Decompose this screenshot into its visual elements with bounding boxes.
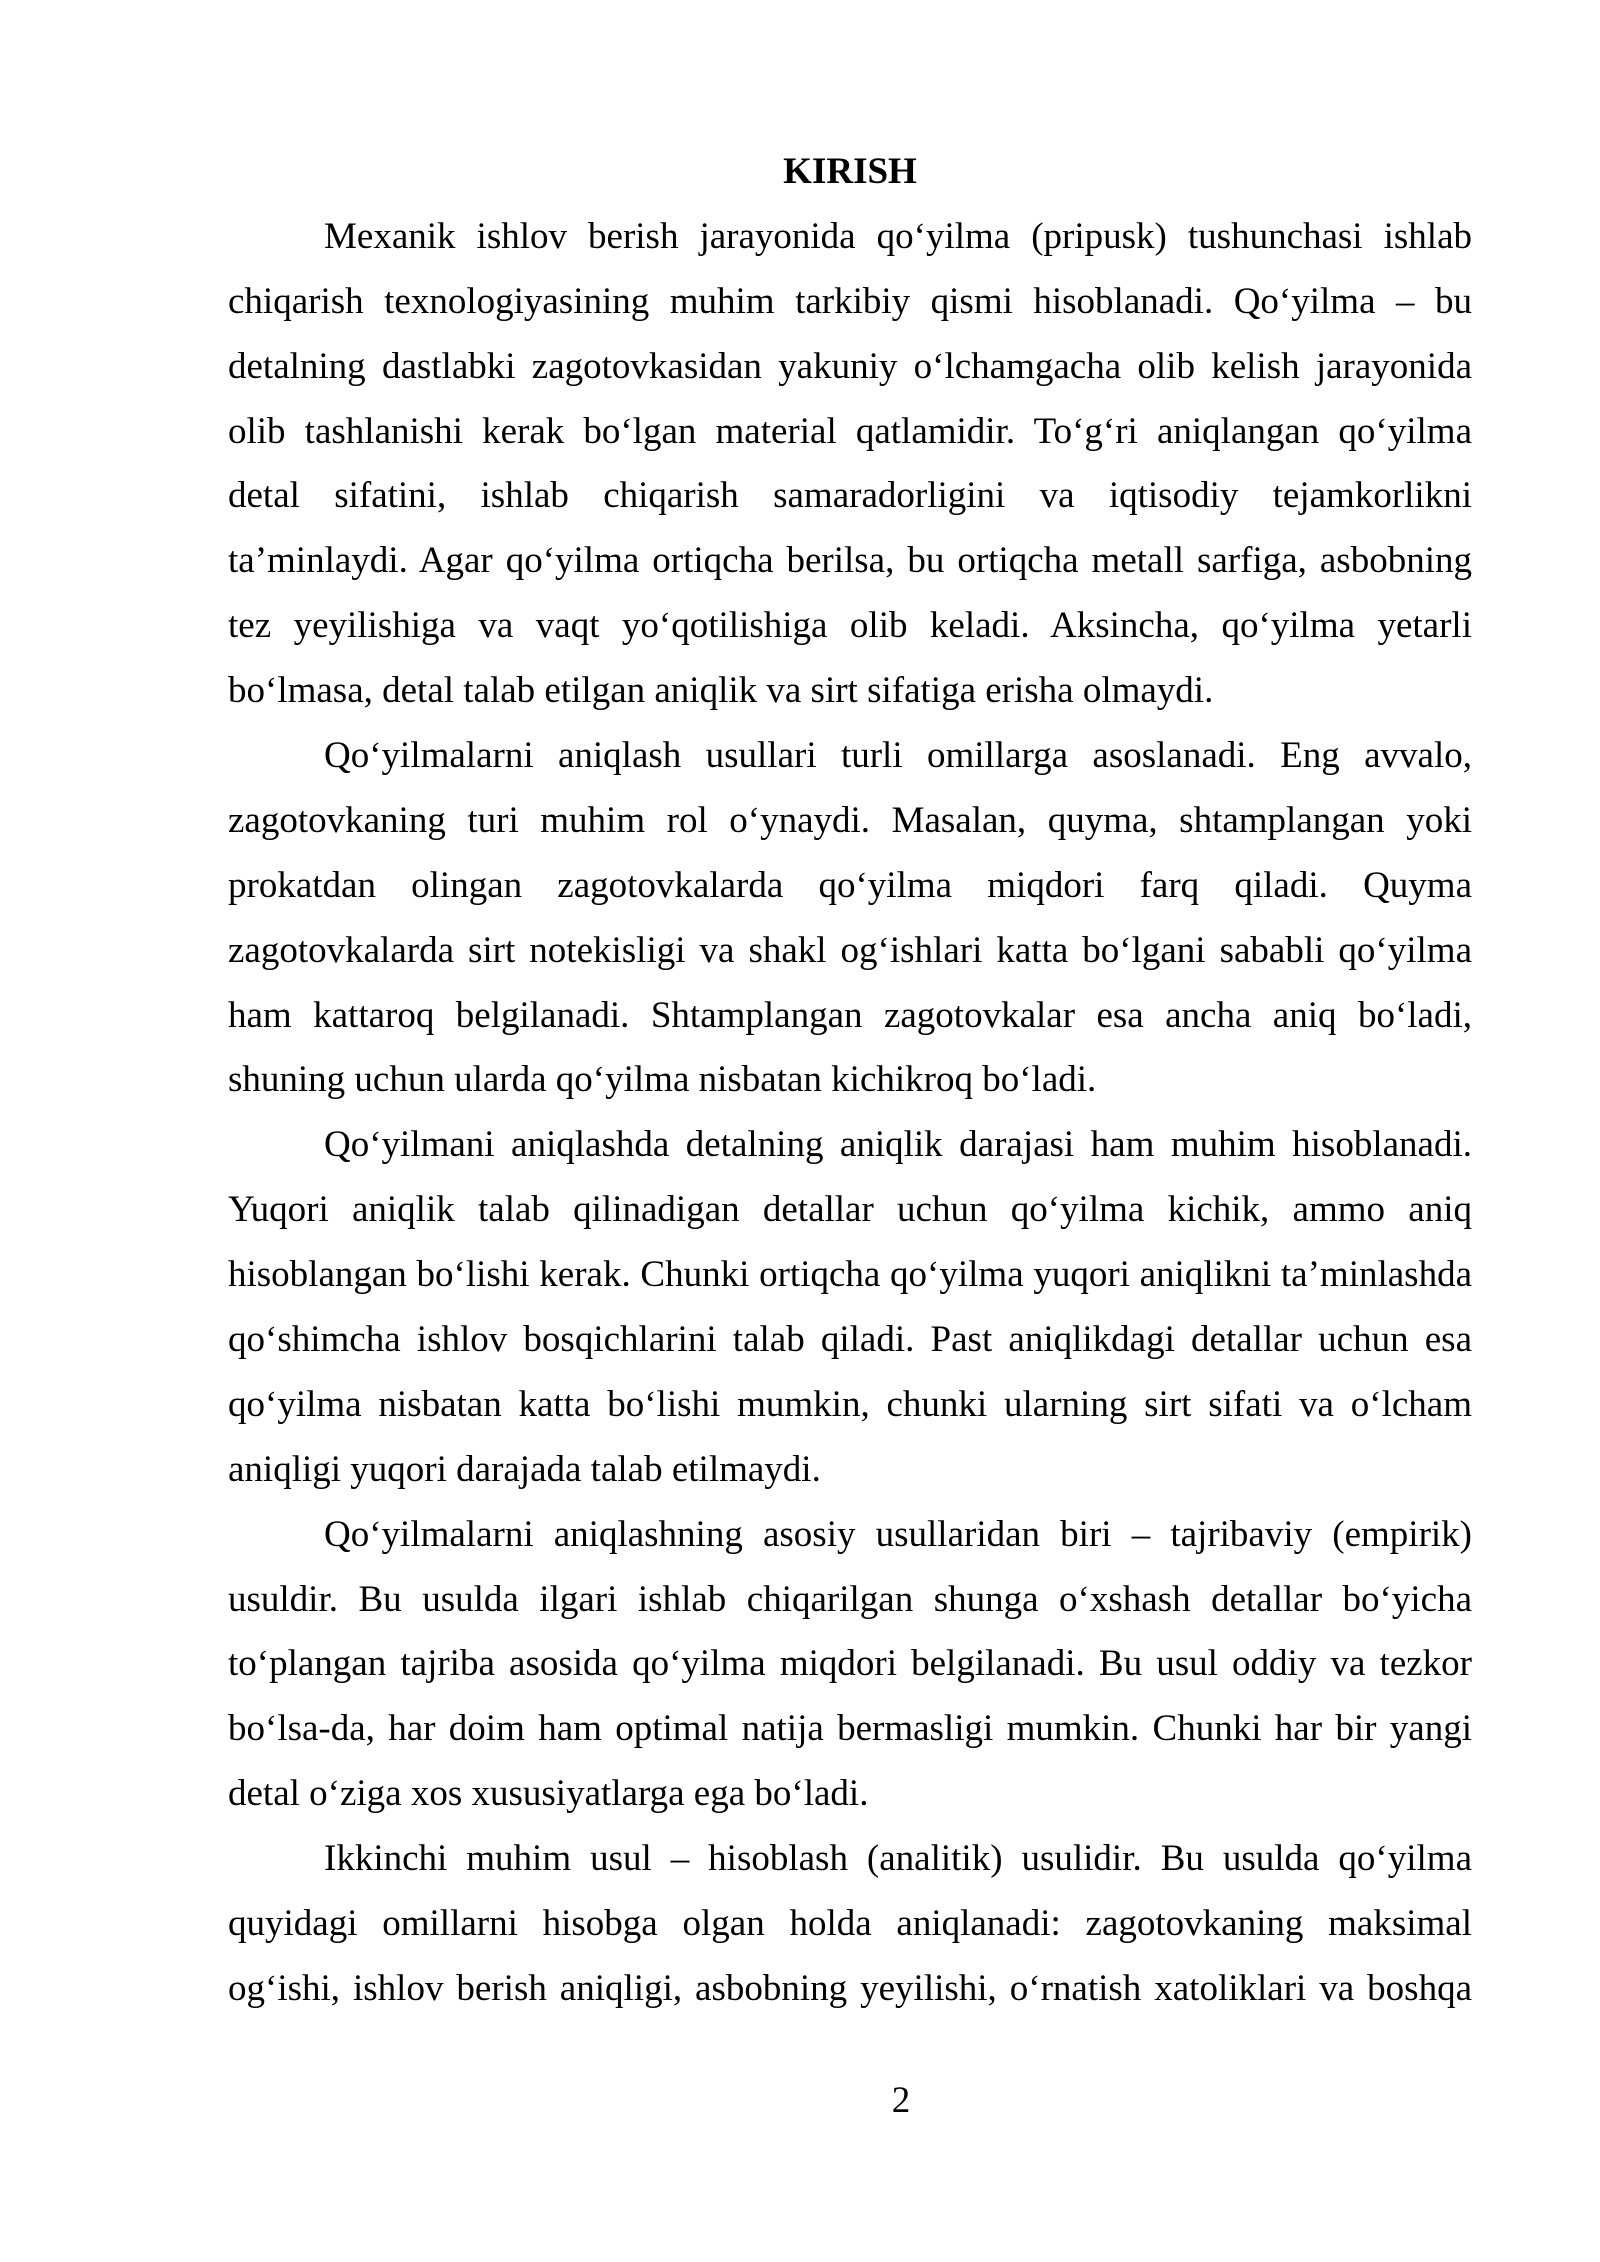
text-line: og‘ishi, ishlov berish aniqligi, asbobning yeyilishi, o‘rnatish xatoliklari va boshqa <box>228 1967 1472 2009</box>
paragraph <box>228 1113 1472 1502</box>
text-line: chiqarish texnologiyasining muhim tarkibiy qismi hisoblanadi. Qo‘yilma – bu <box>228 280 1472 322</box>
text-line: zagotovkalarda sirt notekisligi va shakl og‘ishlari katta bo‘lgani sababli qo‘yilma <box>228 929 1472 971</box>
text-line: Ikkinchi muhim usul – hisoblash (analitik) usulidir. Bu usulda qo‘yilma <box>324 1838 1472 1880</box>
text-line: to‘plangan tajriba asosida qo‘yilma miqdori belgilanadi. Bu usul oddiy va tezkor <box>228 1643 1472 1685</box>
page-body <box>228 140 1472 2022</box>
paragraph <box>228 205 1472 724</box>
text-line: quyidagi omillarni hisobga olgan holda aniqlanadi: zagotovkaning maksimal <box>228 1903 1472 1945</box>
text-line: detalning dastlabki zagotovkasidan yakuniy o‘lchamgacha olib kelish jarayonida <box>228 345 1472 387</box>
text-line: ham kattaroq belgilanadi. Shtamplangan zagotovkalar esa ancha aniq bo‘ladi, <box>228 994 1472 1036</box>
text-line: Qo‘yilmani aniqlashda detalning aniqlik darajasi ham muhim hisoblanadi. <box>324 1124 1472 1166</box>
text-line: qo‘yilma nisbatan katta bo‘lishi mumkin, chunki ularning sirt sifati va o‘lcham <box>228 1383 1472 1425</box>
section-title: KIRISH <box>783 151 917 192</box>
text-line: zagotovkaning turi muhim rol o‘ynaydi. Masalan, quyma, shtamplangan yoki <box>228 799 1472 841</box>
text-line: ta’minlaydi. Agar qo‘yilma ortiqcha berilsa, bu ortiqcha metall sarfiga, asbobning <box>228 540 1472 582</box>
text-line: bo‘lsa-da, har doim ham optimal natija bermasligi mumkin. Chunki har bir yangi <box>228 1708 1472 1750</box>
text-line: qo‘shimcha ishlov bosqichlarini talab qiladi. Past aniqlikdagi detallar uchun esa <box>228 1319 1472 1361</box>
text-line: Yuqori aniqlik talab qilinadigan detallar uchun qo‘yilma kichik, ammo aniq <box>228 1189 1472 1231</box>
paragraph <box>228 1827 1472 2022</box>
text-line: bo‘lmasa, detal talab etilgan aniqlik va sirt sifatiga erisha olmaydi. <box>228 670 1214 712</box>
text-line: usuldir. Bu usulda ilgari ishlab chiqarilgan shunga o‘xshash detallar bo‘yicha <box>228 1578 1472 1620</box>
text-line: Qo‘yilmalarni aniqlashning asosiy usullaridan biri – tajribaviy (empirik) <box>324 1513 1472 1555</box>
paragraph <box>228 1503 1472 1827</box>
text-line: tez yeyilishiga va vaqt yo‘qotilishiga olib keladi. Aksincha, qo‘yilma yetarli <box>228 605 1472 647</box>
text-line: prokatdan olingan zagotovkalarda qo‘yilma miqdori farq qiladi. Quyma <box>228 864 1472 906</box>
text-line: shuning uchun ularda qo‘yilma nisbatan kichikroq bo‘ladi. <box>228 1059 1097 1101</box>
text-line: detal o‘ziga xos xususiyatlarga ega bo‘ladi. <box>228 1773 869 1815</box>
text-line: Mexanik ishlov berish jarayonida qo‘yilma (pripusk) tushunchasi ishlab <box>324 215 1472 257</box>
text-line: olib tashlanishi kerak bo‘lgan material qatlamidir. To‘g‘ri aniqlangan qo‘yilma <box>228 410 1472 452</box>
page-number: 2 <box>891 2080 911 2121</box>
text-line: aniqligi yuqori darajada talab etilmaydi. <box>228 1448 821 1490</box>
text-line: Qo‘yilmalarni aniqlash usullari turli omillarga asoslanadi. Eng avvalo, <box>324 735 1472 777</box>
text-line: detal sifatini, ishlab chiqarish samaradorligini va iqtisodiy tejamkorlikni <box>228 475 1472 517</box>
text-line: hisoblangan bo‘lishi kerak. Chunki ortiqcha qo‘yilma yuqori aniqlikni ta’minlashda <box>228 1254 1472 1296</box>
paragraph <box>228 724 1472 1113</box>
